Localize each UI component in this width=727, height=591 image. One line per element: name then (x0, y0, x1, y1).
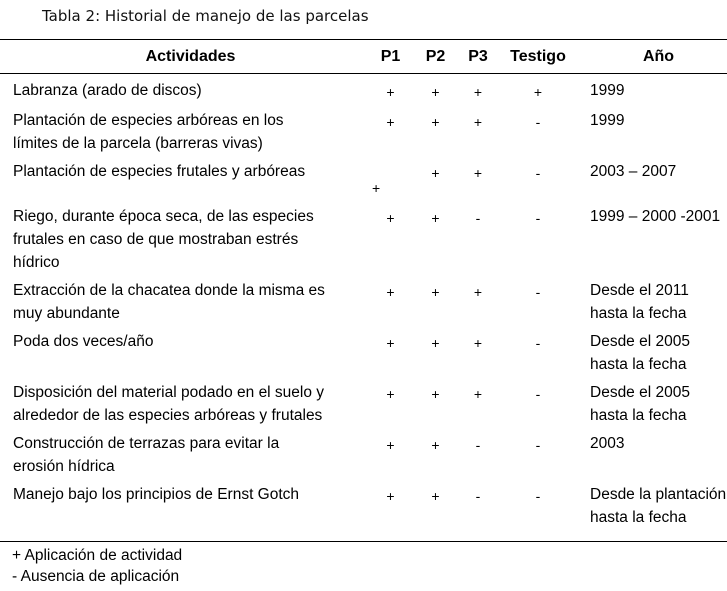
year-line: 2003 – 2007 (590, 163, 677, 180)
legend-absent: - Ausencia de aplicación (12, 568, 180, 585)
mark-value: - (535, 386, 541, 402)
mark-p2 (413, 376, 458, 427)
activity-line: Extracción de la chacatea donde la misma es (13, 282, 325, 299)
activity-line: hídrico (13, 254, 60, 271)
year-line: hasta la fecha (590, 356, 687, 373)
activity-cell (0, 104, 368, 155)
mark-p2 (413, 325, 458, 376)
mark-testigo (498, 104, 578, 155)
mark-value: + (386, 210, 395, 226)
mark-p3 (458, 325, 498, 376)
year-cell (578, 155, 727, 200)
mark-value: + (431, 84, 440, 100)
mark-value: + (431, 114, 440, 130)
table-row (0, 325, 727, 376)
mark-value: - (475, 488, 481, 504)
year-line: 1999 – 2000 -2001 (590, 208, 721, 225)
mark-value: + (386, 386, 395, 402)
mark-testigo (498, 274, 578, 325)
year-line: 2003 (590, 435, 625, 452)
header-actividades: Actividades (0, 40, 368, 74)
table-legend (12, 545, 182, 587)
mark-value: + (386, 335, 395, 351)
table-header-row (0, 40, 727, 74)
management-history-table (0, 39, 727, 542)
table-row (0, 155, 727, 200)
mark-value: - (535, 488, 541, 504)
mark-p1 (368, 104, 413, 155)
year-line: Desde la plantación (590, 486, 727, 503)
year-line: hasta la fecha (590, 509, 687, 526)
mark-value: - (535, 114, 541, 130)
year-cell (578, 104, 727, 155)
activity-cell (0, 427, 368, 478)
mark-p3 (458, 478, 498, 529)
year-cell (578, 478, 727, 529)
year-line: Desde el 2005 (590, 384, 690, 401)
year-cell (578, 376, 727, 427)
year-cell (578, 325, 727, 376)
mark-value: - (475, 437, 481, 453)
mark-p1 (368, 74, 413, 105)
mark-p2 (413, 104, 458, 155)
activity-cell (0, 376, 368, 427)
activity-line: Plantación de especies frutales y arbóreas (13, 163, 306, 180)
table-row (0, 427, 727, 478)
table-row (0, 200, 727, 274)
caption-label: Tabla 2: (42, 7, 101, 25)
mark-p1 (368, 274, 413, 325)
mark-value: - (535, 437, 541, 453)
activity-cell (0, 274, 368, 325)
year-cell (578, 274, 727, 325)
mark-value: + (431, 386, 440, 402)
year-line: hasta la fecha (590, 407, 687, 424)
legend-applied: + Aplicación de actividad (12, 547, 183, 564)
header-p2: P2 (413, 40, 458, 74)
header-p3: P3 (458, 40, 498, 74)
mark-p3 (458, 74, 498, 105)
mark-p2 (413, 427, 458, 478)
activity-cell (0, 325, 368, 376)
mark-value: + (431, 335, 440, 351)
activity-cell (0, 74, 368, 105)
table-row (0, 274, 727, 325)
mark-testigo (498, 155, 578, 200)
activity-line: Poda dos veces/año (13, 333, 154, 350)
mark-p1 (368, 376, 413, 427)
table-row (0, 478, 727, 529)
header-testigo: Testigo (498, 40, 578, 74)
header-p1: P1 (368, 40, 413, 74)
mark-testigo (498, 74, 578, 105)
activity-cell (0, 478, 368, 529)
mark-testigo (498, 478, 578, 529)
mark-value: + (431, 437, 440, 453)
mark-p3 (458, 274, 498, 325)
mark-p2 (413, 74, 458, 105)
mark-value: + (431, 210, 440, 226)
mark-value: + (386, 114, 395, 130)
activity-line: Disposición del material podado en el suelo y (13, 384, 325, 401)
year-line: hasta la fecha (590, 305, 687, 322)
year-line: Desde el 2005 (590, 333, 690, 350)
mark-p3 (458, 104, 498, 155)
activity-line: frutales en caso de que mostraban estrés (13, 231, 299, 248)
mark-p1 (368, 325, 413, 376)
table-row (0, 104, 727, 155)
mark-testigo (498, 200, 578, 274)
mark-value: + (386, 488, 395, 504)
mark-p3 (458, 200, 498, 274)
mark-value: - (475, 210, 481, 226)
activity-cell (0, 200, 368, 274)
year-cell (578, 74, 727, 105)
mark-value: - (535, 335, 541, 351)
caption-text: Historial de manejo de las parcelas (104, 7, 369, 25)
mark-value: + (473, 114, 483, 130)
mark-p2 (413, 200, 458, 274)
activity-line: erosión hídrica (13, 458, 115, 475)
table-caption (42, 7, 369, 25)
mark-p1 (368, 155, 413, 200)
mark-value: - (535, 210, 541, 226)
year-line: 1999 (590, 82, 625, 99)
mark-value: + (386, 84, 395, 100)
mark-p2 (413, 274, 458, 325)
activity-line: muy abundante (13, 305, 120, 322)
mark-value: + (473, 386, 483, 402)
mark-value: + (473, 335, 483, 351)
table-row (0, 74, 727, 105)
mark-value: + (473, 284, 483, 300)
mark-p2 (413, 478, 458, 529)
mark-testigo (498, 427, 578, 478)
year-line: Desde el 2011 (590, 282, 689, 299)
table-bottom-rule (0, 529, 727, 542)
mark-value: + (431, 165, 440, 181)
mark-value: - (535, 165, 541, 181)
mark-value: + (473, 165, 483, 181)
activity-line: Manejo bajo los principios de Ernst Gotch (13, 486, 300, 503)
mark-p2 (413, 155, 458, 200)
header-ano: Año (578, 40, 727, 74)
mark-value: + (431, 284, 440, 300)
activity-line: Plantación de especies arbóreas en los (13, 112, 284, 129)
mark-p3 (458, 155, 498, 200)
mark-value: - (535, 284, 541, 300)
mark-p3 (458, 376, 498, 427)
mark-testigo (498, 376, 578, 427)
mark-p3 (458, 427, 498, 478)
year-cell (578, 427, 727, 478)
activity-line: alrededor de las especies arbóreas y frutales (13, 407, 323, 424)
mark-value: + (386, 284, 395, 300)
year-line: 1999 (590, 112, 625, 129)
activity-cell (0, 155, 368, 200)
mark-value: + (431, 488, 440, 504)
mark-p1 (368, 200, 413, 274)
activity-line: Construcción de terrazas para evitar la (13, 435, 280, 452)
activity-line: Labranza (arado de discos) (13, 82, 202, 99)
mark-value-offset: + (372, 180, 381, 196)
mark-testigo (498, 325, 578, 376)
activity-line: Riego, durante época seca, de las especies (13, 208, 314, 225)
mark-p1 (368, 478, 413, 529)
mark-p1 (368, 427, 413, 478)
mark-value: + (386, 437, 395, 453)
table-row (0, 376, 727, 427)
activity-line: límites de la parcela (barreras vivas) (13, 135, 263, 152)
mark-value: + (533, 84, 543, 100)
mark-value: + (473, 84, 483, 100)
year-cell (578, 200, 727, 274)
